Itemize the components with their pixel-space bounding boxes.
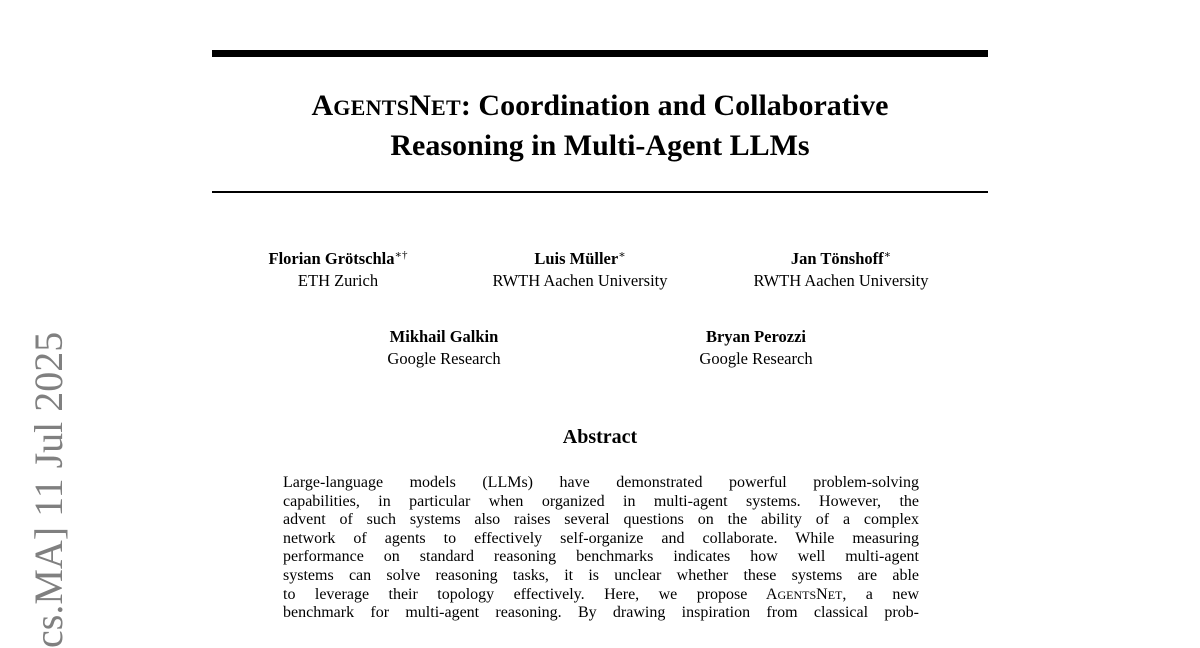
- title-top-rule: [212, 50, 988, 57]
- author-block: [730, 248, 952, 292]
- title-bottom-rule: [212, 191, 988, 193]
- abstract-line: advent of such systems also raises several questions on the ability of a complex: [283, 511, 919, 529]
- author-marks: ∗: [883, 249, 892, 261]
- abstract-line: capabilities, in particular when organized in multi-agent systems. However, the: [283, 492, 919, 510]
- author-block: [656, 326, 856, 370]
- author-affiliation: Google Research: [387, 349, 501, 368]
- author-affiliation: ETH Zurich: [297, 271, 379, 290]
- abstract-line: performance on standard reasoning benchmarks indicates how well multi-agent: [283, 548, 919, 566]
- abstract-body: [283, 474, 919, 623]
- title-line-2: Reasoning in Multi-Agent LLMs: [390, 129, 810, 162]
- author-name: Bryan Perozzi: [705, 327, 807, 346]
- author-name: Mikhail Galkin: [389, 327, 499, 346]
- author-marks: ∗: [618, 249, 626, 261]
- author-affiliation: RWTH Aachen University: [492, 271, 668, 290]
- abstract-line: network of agents to effectively self-organize and collaborate. While measuring: [283, 529, 919, 547]
- author-name: Luis Müller∗: [534, 249, 626, 268]
- author-name: Jan Tönshoff∗: [790, 249, 892, 268]
- abstract-heading: Abstract: [562, 426, 638, 448]
- title-line-1: AGENTSNET: Coordination and Collaborative: [311, 89, 889, 122]
- arxiv-side-stamp: cs.MA] 11 Jul 2025: [26, 331, 71, 648]
- abstract-line: systems can solve reasoning tasks, it is unclear whether these systems are able: [283, 566, 919, 584]
- author-marks: ∗†: [394, 249, 408, 261]
- paper-title: [212, 87, 988, 165]
- author-block: [238, 248, 438, 292]
- author-block: [344, 326, 544, 370]
- author-block: [470, 248, 690, 292]
- author-name: Florian Grötschla∗†: [268, 249, 408, 268]
- author-affiliation: Google Research: [699, 349, 813, 368]
- abstract-line: benchmark for multi-agent reasoning. By drawing inspiration from classical prob-: [283, 604, 919, 622]
- abstract-line: Large-language models (LLMs) have demonstrated powerful problem-solving: [283, 474, 919, 491]
- abstract-line: to leverage their topology effectively. Here, we propose AGENTSNET, a new: [283, 585, 920, 603]
- author-affiliation: RWTH Aachen University: [753, 271, 929, 290]
